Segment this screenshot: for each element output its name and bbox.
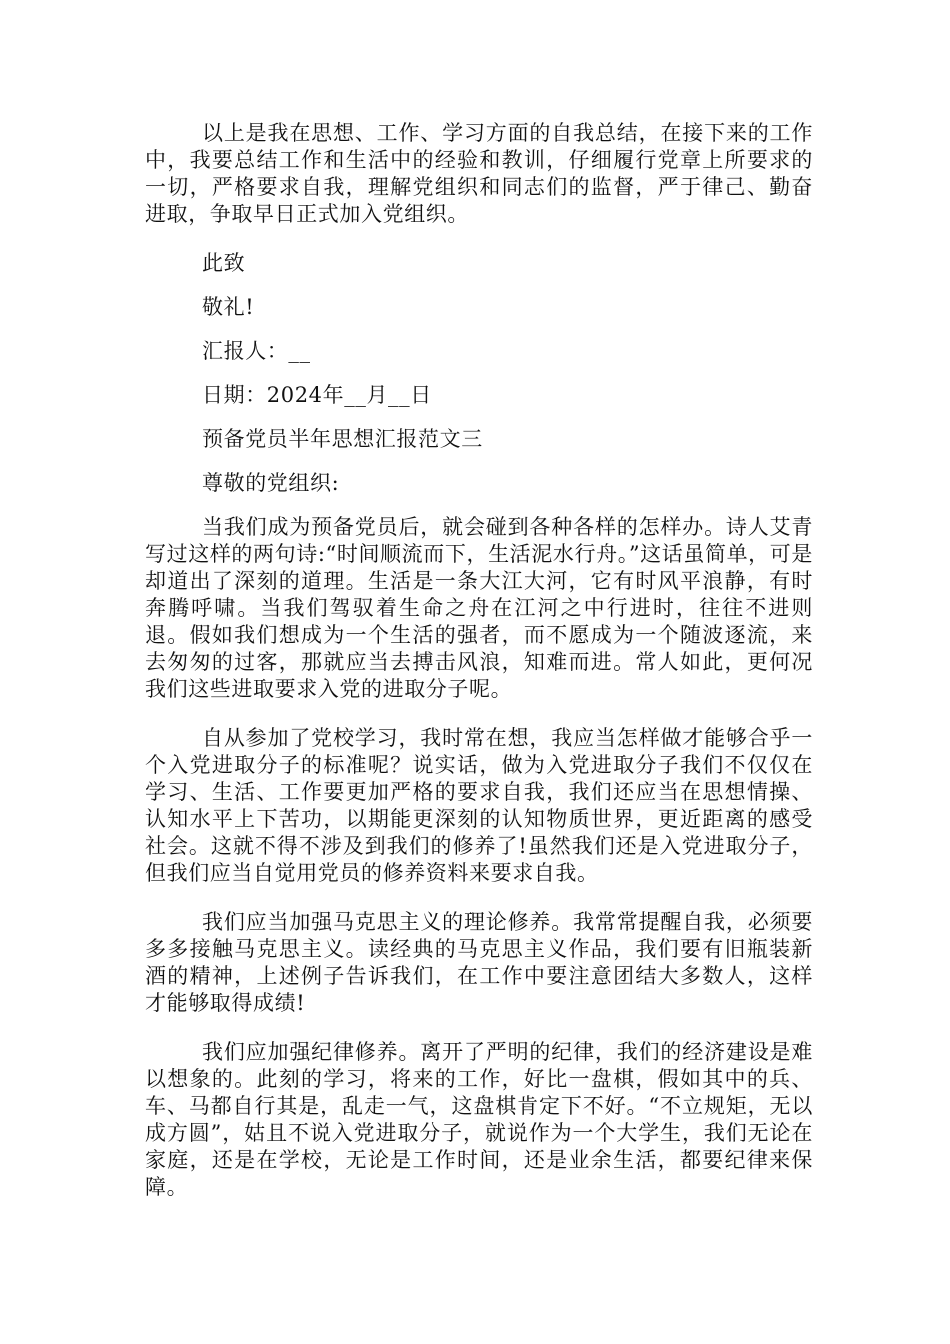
paragraph-intro: 以上是我在思想、工作、学习方面的自我总结，在接下来的工作中，我要总结工作和生活中的经验和教训，仔细履行党章上所要求的一切，严格要求自我，理解党组织和同志们的监督，严于律己、勤奋进取，争取早日正式加入党组织。 (145, 121, 813, 226)
paragraph-2: 自从参加了党校学习，我时常在想，我应当怎样做才能够合乎一个入党进取分子的标准呢？说实话，做为入党进取分子我们不仅仅在学习、生活、工作要更加严格的要求自我，我们还应当在思想情操、认知水平上下苦功，以期能更深刻的认知物质世界，更近距离的感受社会。这就不得不涉及到我们的修养了!虽然我们还是入党进取分子，但我们应当自觉用党员的修养资料来要求自我。 (145, 726, 813, 885)
paragraph-4: 我们应加强纪律修养。离开了严明的纪律，我们的经济建设是难以想象的。此刻的学习，将来的工作，好比一盘棋，假如其中的兵、车、马都自行其是，乱走一气，这盘棋肯定下不好。“不立规矩，无以成方圆”，姑且不说入党进取分子，就说作为一个大学生，我们无论在家庭，还是在学校，无论是工作时间，还是业余生活，都要纪律来保障。 (145, 1040, 813, 1199)
closing-line-1: 此致 (202, 251, 246, 275)
paragraph-1: 当我们成为预备党员后，就会碰到各种各样的怎样办。诗人艾青写过这样的两句诗:“时间顺流而下，生活泥水行舟。”这话虽简单，可是却道出了深刻的道理。生活是一条大江大河，它有时风平浪静，有时奔腾呼啸。当我们驾驭着生命之舟在江河之中行进时，往往不进则退。假如我们想成为一个生活的强者，而不愿成为一个随波逐流，来去匆匆的过客，那就应当去搏击风浪，知难而进。常人如此，更何况我们这些进取要求入党的进取分子呢。 (145, 515, 813, 701)
section-title: 预备党员半年思想汇报范文三 (202, 427, 483, 451)
salutation: 尊敬的党组织: (202, 471, 340, 495)
reporter-line: 汇报人：__ (202, 339, 311, 363)
document-body (145, 120, 813, 1223)
closing-line-2: 敬礼! (202, 295, 255, 319)
date-line: 日期：2024年__月__日 (202, 383, 432, 407)
paragraph-3: 我们应当加强马克思主义的理论修养。我常常提醒自我，必须要多多接触马克思主义。读经典的马克思主义作品，我们要有旧瓶装新酒的精神，上述例子告诉我们，在工作中要注意团结大多数人，这样才能够取得成绩! (145, 910, 813, 1015)
